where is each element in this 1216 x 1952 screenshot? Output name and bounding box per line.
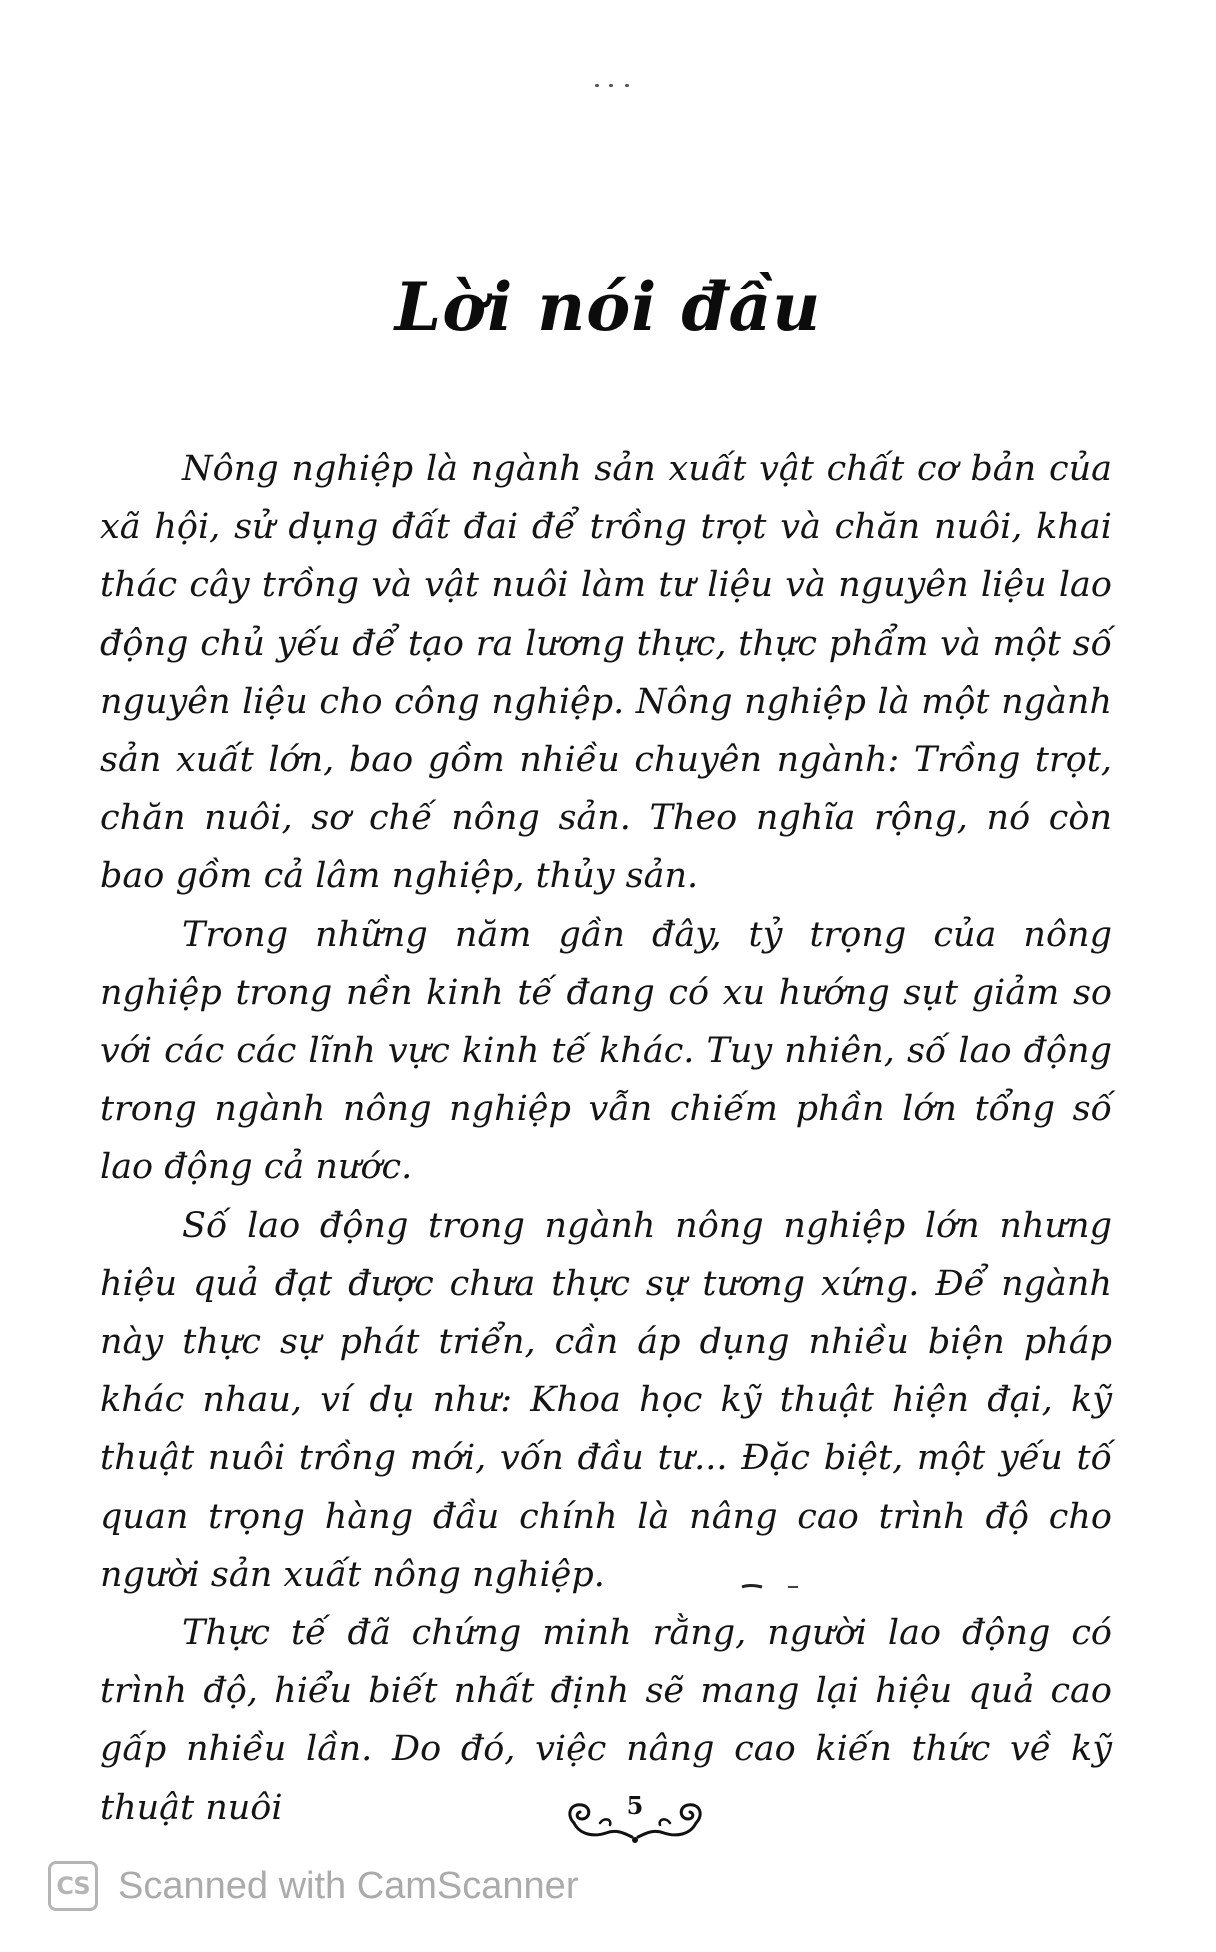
paragraph: Nông nghiệp là ngành sản xuất vật chất cơ bản của xã hội, sử dụng đất đai để trồng trọt và chăn nuôi, khai thác cây trồng và vật nuôi làm tư liệu và nguyên liệu lao động chủ yếu để tạo ra lương thực, thực phẩm và một số nguyên liệu cho công nghiệp. Nông nghiệp là một ngành sản xuất lớn, bao gồm nhiều chuyên ngành: Trồng trọt, chăn nuôi, sơ chế nông sản. Theo nghĩa rộng, nó còn bao gồm cả lâm nghiệp, thủy sản.: [100, 449, 1112, 897]
page-number: 5: [626, 1791, 644, 1820]
page-title: Lời nói đầu: [394, 268, 822, 346]
paragraph: Số lao động trong ngành nông nghiệp lớn nhưng hiệu quả đạt được chưa thực sự tương xứng. Để ngành này thực sự phát triển, cần áp dụng nhiều biện pháp khác nhau, ví dụ như: Khoa học kỹ thuật hiện đại, kỹ thuật nuôi trồng mới, vốn đầu tư... Đặc biệt, một yếu tố quan trọng hàng đầu chính là nâng cao trình độ cho người sản xuất nông nghiệp.: [100, 1205, 1112, 1595]
paragraph: Trong những năm gần đây, tỷ trọng của nông nghiệp trong nền kinh tế đang có xu hướng sụt giảm so với các các lĩnh vực kinh tế khác. Tuy nhiên, số lao động trong ngành nông nghiệp vẫn chiếm phần lớn tổng số lao động cả nước.: [100, 914, 1112, 1188]
camscanner-watermark: [48, 1856, 578, 1916]
watermark-text: Scanned with CamScanner: [118, 1864, 579, 1907]
scan-speck: [740, 1583, 810, 1591]
paragraph: Thực tế đã chứng minh rằng, người lao động có trình độ, hiểu biết nhất định sẽ mang lại hiệu quả cao gấp nhiều lần. Do đó, việc nâng cao kiến thức về kỹ thuật nuôi: [100, 1613, 1112, 1828]
camscanner-logo-icon: CS: [48, 1861, 98, 1911]
scan-speck: [595, 80, 635, 90]
body-text: [100, 440, 1112, 1837]
